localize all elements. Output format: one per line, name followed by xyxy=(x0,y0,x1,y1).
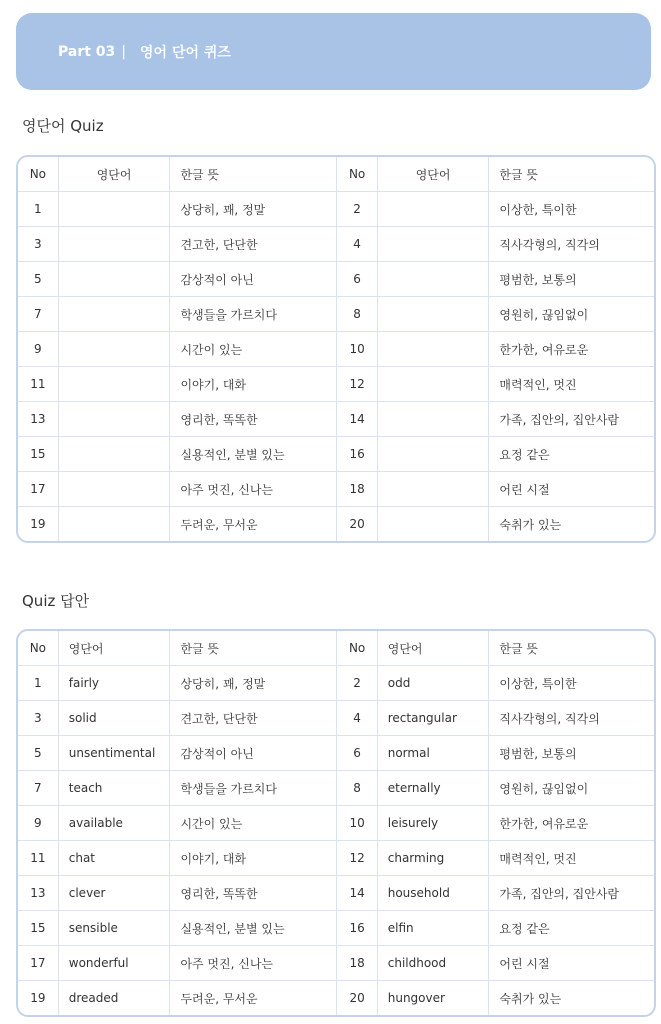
table-row xyxy=(18,472,654,507)
korean-meaning: 두려운, 무서운 xyxy=(170,981,337,1016)
table-row xyxy=(18,666,654,701)
english-word xyxy=(377,227,489,262)
english-word: hungover xyxy=(377,981,489,1016)
table-row xyxy=(18,332,654,367)
quiz-table xyxy=(16,155,656,543)
table-row xyxy=(18,981,654,1016)
table-row xyxy=(18,402,654,437)
answers-table-body xyxy=(18,666,654,1016)
header-korean: 한글 뜻 xyxy=(170,157,337,192)
row-no: 6 xyxy=(337,736,377,771)
english-word: odd xyxy=(377,666,489,701)
korean-meaning: 숙취가 있는 xyxy=(499,517,562,532)
row-no: 14 xyxy=(337,876,377,911)
korean-meaning: 상당히, 꽤, 정말 xyxy=(170,666,337,701)
answers-section-title: Quiz 답안 xyxy=(22,592,90,610)
part-label: Part 03 xyxy=(58,43,116,60)
table-row xyxy=(18,876,654,911)
row-no: 20 xyxy=(337,507,377,542)
korean-meaning: 영원히, 끊임없이 xyxy=(489,297,654,332)
english-word xyxy=(58,367,170,402)
row-no: 19 xyxy=(18,507,58,542)
korean-meaning: 요정 같은 xyxy=(489,911,654,946)
english-word xyxy=(377,332,489,367)
english-word: fairly xyxy=(58,666,170,701)
row-no: 8 xyxy=(337,771,377,806)
english-word xyxy=(58,437,170,472)
english-word xyxy=(58,297,170,332)
header-no: No xyxy=(337,631,377,666)
english-word xyxy=(377,297,489,332)
table-row xyxy=(18,736,654,771)
korean-meaning: 직사각형의, 직각의 xyxy=(489,227,654,262)
english-word: solid xyxy=(58,701,170,736)
english-word: available xyxy=(58,806,170,841)
row-no: 7 xyxy=(18,297,58,332)
row-no: 9 xyxy=(18,332,58,367)
answers-table xyxy=(16,629,656,1017)
table-row xyxy=(18,367,654,402)
row-no: 5 xyxy=(18,736,58,771)
korean-meaning: 이야기, 대화 xyxy=(170,841,337,876)
table-row xyxy=(18,192,654,227)
english-word xyxy=(377,367,489,402)
english-word: charming xyxy=(377,841,489,876)
english-word: teach xyxy=(58,771,170,806)
table-row xyxy=(18,946,654,981)
row-no: 16 xyxy=(337,437,377,472)
row-no: 15 xyxy=(18,437,58,472)
row-no: 2 xyxy=(337,192,377,227)
row-no: 4 xyxy=(337,227,377,262)
english-word xyxy=(58,192,170,227)
table-row xyxy=(18,507,654,542)
header-no: No xyxy=(18,631,58,666)
row-no: 13 xyxy=(18,876,58,911)
english-word xyxy=(377,507,489,542)
korean-meaning: 시간이 있는 xyxy=(170,806,337,841)
row-no: 10 xyxy=(337,806,377,841)
korean-meaning: 학생들을 가르치다 xyxy=(170,297,337,332)
korean-meaning: 이야기, 대화 xyxy=(170,367,337,402)
korean-meaning: 이상한, 특이한 xyxy=(489,192,654,227)
korean-meaning: 매력적인, 멋진 xyxy=(489,841,654,876)
header-english: 영단어 xyxy=(377,157,489,192)
english-word xyxy=(58,332,170,367)
korean-meaning: 평범한, 보통의 xyxy=(489,736,654,771)
row-no: 12 xyxy=(337,841,377,876)
row-no: 8 xyxy=(337,297,377,332)
english-word: eternally xyxy=(377,771,489,806)
row-no: 1 xyxy=(18,192,58,227)
header-english: 영단어 xyxy=(58,631,170,666)
row-no: 18 xyxy=(337,472,377,507)
row-no: 10 xyxy=(337,332,377,367)
row-no: 19 xyxy=(18,981,58,1016)
korean-meaning: 실용적인, 분별 있는 xyxy=(170,437,337,472)
header-no: No xyxy=(337,157,377,192)
header-no: No xyxy=(18,157,58,192)
korean-meaning: 두려운, 무서운 xyxy=(170,507,337,542)
table-row xyxy=(18,806,654,841)
row-no: 2 xyxy=(337,666,377,701)
korean-meaning: 감상적이 아닌 xyxy=(170,736,337,771)
korean-meaning: 가족, 집안의, 집안사람 xyxy=(489,402,654,437)
row-no: 12 xyxy=(337,367,377,402)
row-no: 18 xyxy=(337,946,377,981)
english-word: clever xyxy=(58,876,170,911)
row-no: 3 xyxy=(18,701,58,736)
row-no: 5 xyxy=(18,262,58,297)
korean-meaning: 상당히, 꽤, 정말 xyxy=(170,192,337,227)
english-word: household xyxy=(377,876,489,911)
korean-meaning: 평범한, 보통의 xyxy=(489,262,654,297)
english-word xyxy=(377,472,489,507)
row-no: 7 xyxy=(18,771,58,806)
english-word: childhood xyxy=(377,946,489,981)
english-word xyxy=(58,507,170,542)
korean-meaning: 매력적인, 멋진 xyxy=(489,367,654,402)
quiz-table-body xyxy=(18,192,654,542)
row-no: 1 xyxy=(18,666,58,701)
korean-meaning: 견고한, 단단한 xyxy=(170,701,337,736)
header-english: 영단어 xyxy=(377,631,489,666)
korean-meaning: 이상한, 특이한 xyxy=(489,666,654,701)
row-no: 17 xyxy=(18,472,58,507)
english-word: elfin xyxy=(377,911,489,946)
english-word xyxy=(58,402,170,437)
table-row xyxy=(18,771,654,806)
korean-meaning: 한가한, 여유로운 xyxy=(489,806,654,841)
korean-meaning: 감상적이 아닌 xyxy=(170,262,337,297)
english-word: unsentimental xyxy=(58,736,170,771)
banner-title: 영어 단어 퀴즈 xyxy=(140,44,231,61)
row-no: 6 xyxy=(337,262,377,297)
row-no: 17 xyxy=(18,946,58,981)
table-row xyxy=(18,841,654,876)
english-word: chat xyxy=(58,841,170,876)
korean-meaning: 영리한, 똑똑한 xyxy=(170,876,337,911)
english-word: rectangular xyxy=(377,701,489,736)
korean-meaning: 시간이 있는 xyxy=(170,332,337,367)
korean-meaning: 학생들을 가르치다 xyxy=(170,771,337,806)
korean-meaning: 아주 멋진, 신나는 xyxy=(170,472,337,507)
table-row xyxy=(18,262,654,297)
english-word: dreaded xyxy=(58,981,170,1016)
korean-meaning: 요정 같은 xyxy=(489,437,654,472)
english-word xyxy=(377,192,489,227)
row-no: 13 xyxy=(18,402,58,437)
korean-meaning: 숙취가 있는 xyxy=(499,991,562,1006)
english-word xyxy=(58,472,170,507)
part-banner xyxy=(16,13,651,90)
quiz-section-title: 영단어 Quiz xyxy=(22,117,104,135)
english-word: leisurely xyxy=(377,806,489,841)
english-word xyxy=(58,227,170,262)
row-no: 4 xyxy=(337,701,377,736)
english-word: normal xyxy=(377,736,489,771)
row-no: 20 xyxy=(337,981,377,1016)
quiz-header-row xyxy=(18,157,654,192)
header-english: 영단어 xyxy=(58,157,170,192)
english-word xyxy=(377,262,489,297)
korean-meaning: 견고한, 단단한 xyxy=(170,227,337,262)
row-no: 9 xyxy=(18,806,58,841)
table-row xyxy=(18,227,654,262)
korean-meaning: 영원히, 끊임없이 xyxy=(489,771,654,806)
row-no: 16 xyxy=(337,911,377,946)
table-row xyxy=(18,911,654,946)
english-word: sensible xyxy=(58,911,170,946)
row-no: 11 xyxy=(18,367,58,402)
table-row xyxy=(18,297,654,332)
korean-meaning: 영리한, 똑똑한 xyxy=(170,402,337,437)
korean-meaning: 한가한, 여유로운 xyxy=(489,332,654,367)
table-row xyxy=(18,437,654,472)
korean-meaning: 실용적인, 분별 있는 xyxy=(170,911,337,946)
korean-meaning: 어린 시절 xyxy=(489,472,654,507)
english-word xyxy=(377,437,489,472)
table-row xyxy=(18,701,654,736)
korean-meaning: 아주 멋진, 신나는 xyxy=(170,946,337,981)
row-no: 3 xyxy=(18,227,58,262)
korean-meaning: 가족, 집안의, 집안사람 xyxy=(489,876,654,911)
header-korean: 한글 뜻 xyxy=(170,631,337,666)
header-korean: 한글 뜻 xyxy=(489,631,654,666)
row-no: 14 xyxy=(337,402,377,437)
banner-separator: | xyxy=(121,43,127,60)
answers-header-row xyxy=(18,631,654,666)
english-word xyxy=(377,402,489,437)
english-word xyxy=(58,262,170,297)
korean-meaning: 직사각형의, 직각의 xyxy=(489,701,654,736)
header-korean: 한글 뜻 xyxy=(489,157,654,192)
row-no: 15 xyxy=(18,911,58,946)
english-word: wonderful xyxy=(58,946,170,981)
korean-meaning: 어린 시절 xyxy=(489,946,654,981)
row-no: 11 xyxy=(18,841,58,876)
